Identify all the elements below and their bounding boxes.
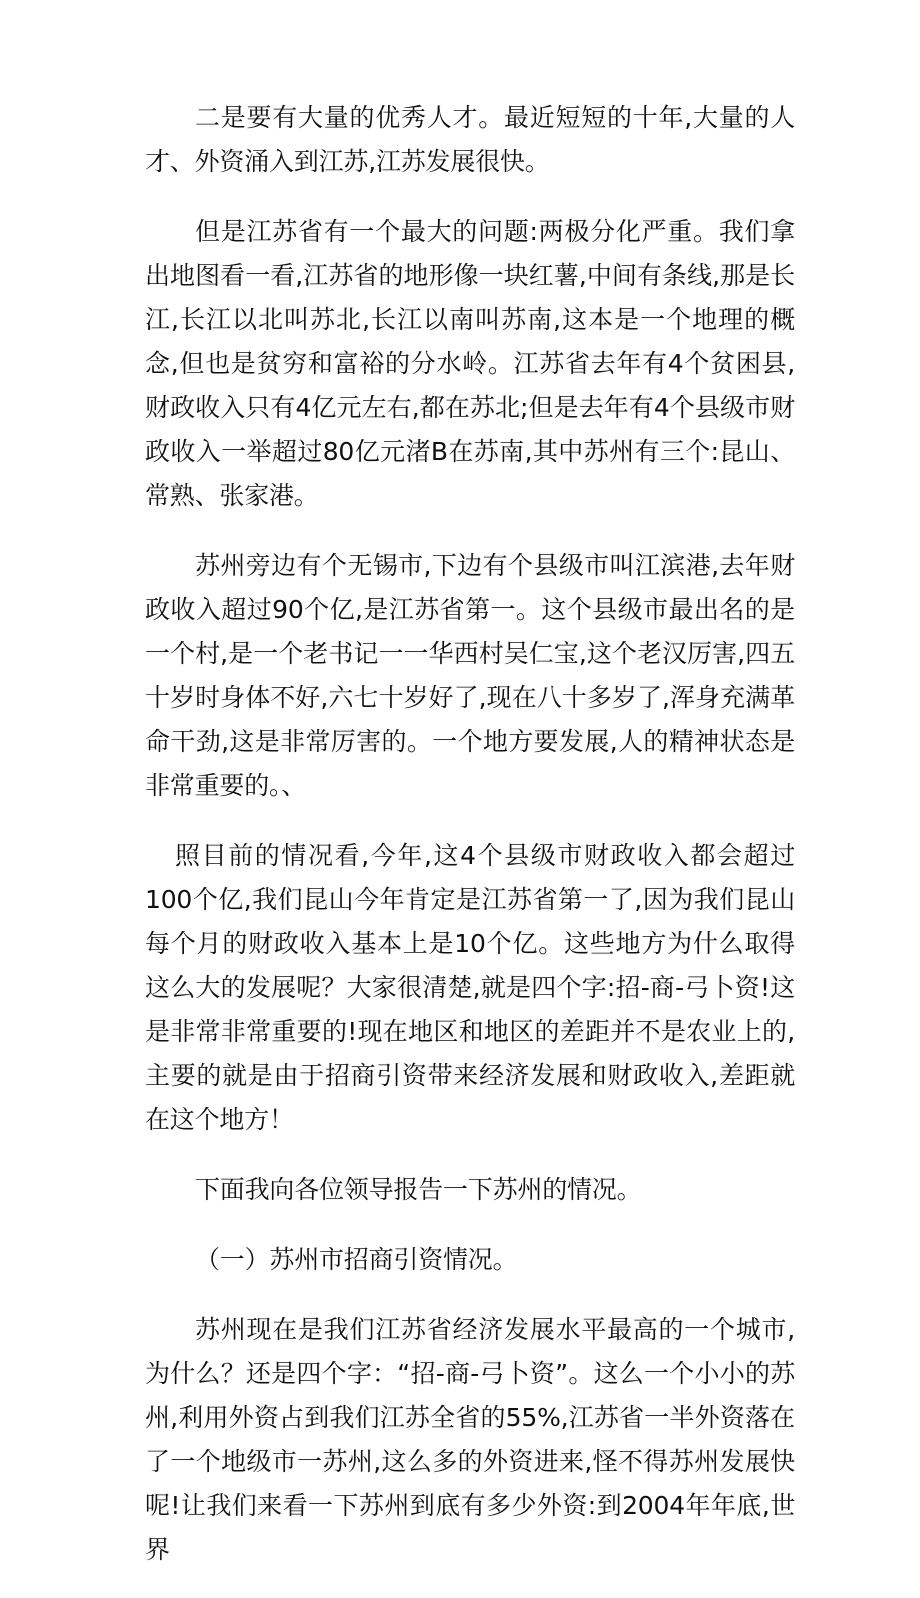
paragraph-kunshan: 照目前的情况看,今年,这4个县级市财政收入都会超过100个亿,我们昆山今年肯定是江苏省第一了,因为我们昆山每个月的财政收入基本上是10个亿。这些地方为什么取得这么大的发展呢？大家很清楚,就是四个字:招-商-弓卜资!这是非常非常重要的!现在地区和地区的差距并不是农业上的,主要的就是由于招商引资带来经济发展和财政收入,差距就在这个地方！ — [145, 841, 795, 1134]
section-heading-suzhou-investment: （一）苏州市招商引资情况。 — [195, 1245, 518, 1274]
document-page — [145, 96, 795, 1598]
paragraph-suzhou-foreign-capital: 苏州现在是我们江苏省经济发展水平最高的一个城市,为什么？还是四个字：“招-商-弓卜资”。这么一个小小的苏州,利用外资占到我们江苏全省的55%,江苏省一半外资落在了一个地级市一苏州,这么多的外资进来,怪不得苏州发展快呢!让我们来看一下苏州到底有多少外资:到2004年年底,世界 — [145, 1315, 795, 1564]
paragraph-wuxi: 苏州旁边有个无锡市,下边有个县级市叫江滨港,去年财政收入超过90个亿,是江苏省第一。这个县级市最出名的是一个村,是一个老书记一一华西村吴仁宝,这个老汉厉害,四五十岁时身体不好,六七十岁好了,现在八十多岁了,浑身充满革命干劲,这是非常厉害的。一个地方要发展,人的精神状态是非常重要的。、 — [145, 551, 795, 800]
paragraph-polarization: 但是江苏省有一个最大的问题:两极分化严重。我们拿出地图看一看,江苏省的地形像一块红薯,中间有条线,那是长江,长江以北叫苏北,长江以南叫苏南,这本是一个地理的概念,但也是贫穷和富裕的分水岭。江苏省去年有4个贫困县,财政收入只有4亿元左右,都在苏北;但是去年有4个县级市财政收入一举超过80亿元渚B在苏南,其中苏州有三个:昆山、常熟、张家港。 — [145, 217, 795, 510]
paragraph-talent: 二是要有大量的优秀人才。最近短短的十年,大量的人才、外资涌入到江苏,江苏发展很快。 — [145, 103, 795, 176]
paragraph-report-intro: 下面我向各位领导报告一下苏州的情况。 — [195, 1175, 642, 1204]
